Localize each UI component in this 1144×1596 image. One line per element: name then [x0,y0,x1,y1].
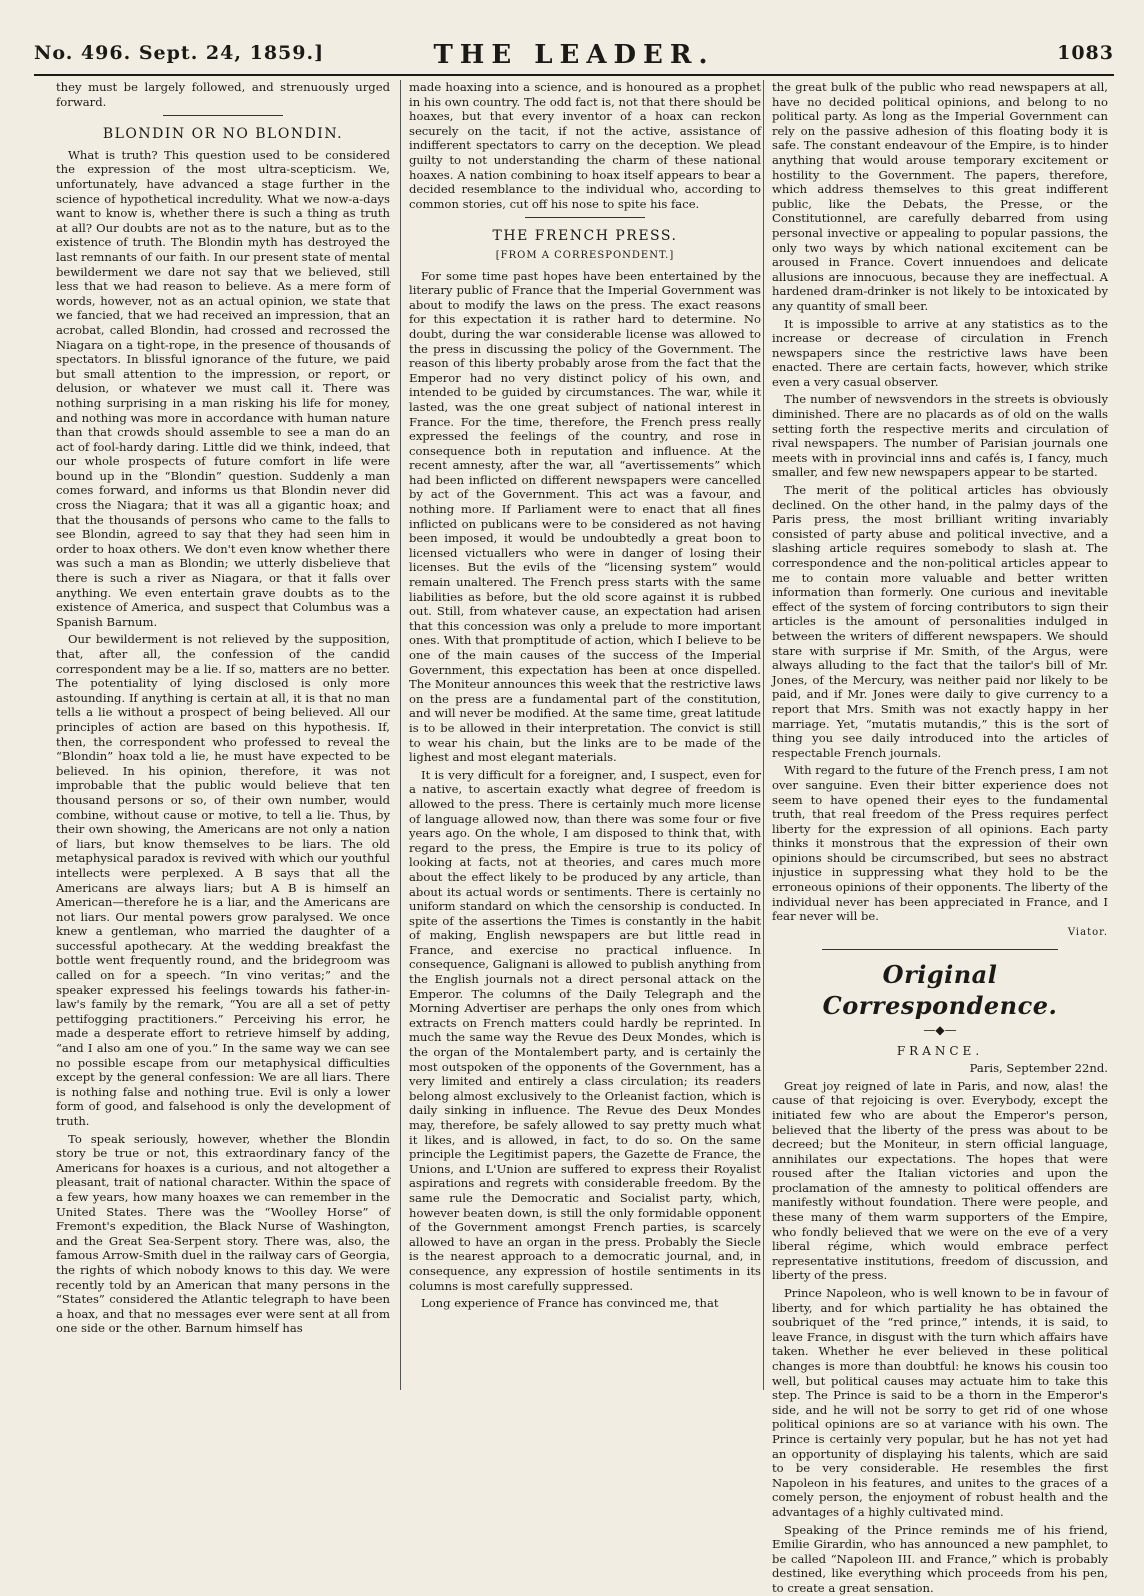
issue-date: No. 496. Sept. 24, 1859.] [34,42,325,64]
divider [822,949,1057,950]
author-signature: Viator. [1067,926,1108,938]
article-subheading: [FROM A CORRESPONDENT.] [495,249,675,261]
paragraph: the great bulk of the public who read newspapers at all, have no decided political opinions, and belong to no political party. As long as the Imperial Government can rely on the passive adhesion of this floating body it is safe. The constant endeavour of the Empire, is to hinder anything that would arouse temporary excitement or hostility to the Government. The papers, therefore, which address themselves to this great indifferent public, like the Debats, the Presse, or the Constitutionnel, are carefully debarred from using personal invective or appealing to popular passions, the only two ways by which national excitement can be aroused in France. Covert innuendoes and delicate allusions are innocuous, because they are ineffectual. A hardened dram-drinker is not likely to be intoxicated by any quantity of small beer. [772,80,1108,313]
paragraph: made hoaxing into a science, and is honoured as a prophet in his own country. The odd fact is, not that there should be hoaxes, but that every inventor of a hoax can reckon securely on the tacit, if not the active, assistance of indifferent spectators to carry on the deception. We plead guilty to not understanding the charm of these national hoaxes. A nation combining to hoax itself appears to bear a decided resemblance to the individual who, according to common stories, cut off his nose to spite his face. [409,80,761,211]
divider [163,115,283,116]
divider [525,217,645,218]
column-3 [763,80,1108,1595]
paragraph: The number of newsvendors in the streets is obviously diminished. There are no placards as of old on the walls setting forth the respective merits and circulation of rival newspapers. The number of Parisian journals one meets with in provincial inns and cafés is, I fancy, much smaller, and few new newspapers appear to be started. [772,392,1108,480]
paragraph: Speaking of the Prince reminds me of his friend, Emilie Girardin, who has announced a new pamphlet, to be called “Napoleon III. and France,” which is probably destined, like everything which proceeds from his pen, to create a great sensation. [772,1522,1108,1595]
paragraph: For some time past hopes have been entertained by the literary public of France that the Imperial Government was about to modify the laws on the press. The exact reasons for this expectation it is rather hard to determine. No doubt, during the war considerable license was allowed to the press in discussing the policy of the Government. The reason of this liberty probably arose from the fact that the Emperor had no very distinct policy of his own, and intended to be guided by circumstances. The war, while it lasted, was the one great subject of national interest in France. For the time, therefore, the French press really expressed the feelings of the country, and rose in consequence both in reputation and influence. At the recent amnesty, after the war, all “avertissements” which had been inflicted on different newspapers were cancelled by act of the Government. This act was a favour, and nothing more. If Parliament were to enact that all fines inflicted on publicans were to be considered as not having been imposed, it would be undoubtedly a great boon to licensed victuallers who were in danger of losing their licenses. But the evils of the “licensing system” would remain unaltered. The French press starts with the same liabilities as before, but the old score against it is rubbed out. Still, from whatever cause, an expectation had arisen that this concession was only a prelude to more important ones. With that promptitude of action, which I believe to be one of the main causes of the success of the Imperial Government, this expectation has been at once dispelled. The Moniteur announces this week that the restrictive laws on the press are a fundamental part of the constitution, and will never be modified. At the same time, great latitude is to be allowed in their interpretation. The convict is still to wear his chain, but the links are to be made of the lighest and most elegant materials. [409,268,761,765]
paragraph: To speak seriously, however, whether the Blondin story be true or not, this extraordinary fancy of the Americans for hoaxes is a curious, and not altogether a pleasant, trait of national character. Within the space of a few years, how many hoaxes we can remember in the United States. There was the “Woolley Horse” of Fremont's expedition, the Black Nurse of Washington, and the Great Sea-Serpent story. There was, also, the famous Arrow-Smith duel in the railway cars of Georgia, the rights of which nobody knows to this day. We were recently told by an American that many persons in the “States” considered the Atlantic telegraph to have been a hoax, and that no messages ever were sent at all from one side or the other. Barnum himself has [56,1131,390,1336]
paragraph: Prince Napoleon, who is well known to be in favour of liberty, and for which partiality he has obtained the soubriquet of the “red prince,” intends, it is said, to leave France, in disgust with the turn which affairs have taken. Whether he ever believed in these political changes is more than doubtful: he knows his cousin too well, but political causes may actuate him to take this step. The Prince is said to be a thorn in the Emperor's side, and he will not be sorry to get rid of one whose political opinions are so at variance with his own. The Prince is certainly very popular, but he has not yet had an opportunity of displaying his talents, which are said to be very considerable. He resembles the first Napoleon in his features, and unites to the graces of a comely person, the enjoyment of robust health and the advantages of a highly cultivated mind. [772,1286,1108,1519]
page-number: 1083 [1057,42,1114,64]
subsection-heading: FRANCE. [896,1044,984,1059]
dateline: Paris, September 22nd. [969,1061,1108,1076]
ornament-icon: —◆— [923,1022,957,1037]
article-heading-french-press: THE FRENCH PRESS. [492,228,678,245]
article-heading-blondin: BLONDIN OR NO BLONDIN. [102,126,344,143]
paragraph: Long experience of France has convinced me, that [421,1296,719,1311]
newspaper-title: THE LEADER. [433,40,715,70]
section-heading: Original Correspondence. [822,960,1058,1020]
masthead-rule [34,74,1114,76]
paragraph: Our bewilderment is not relieved by the supposition, that, after all, the confession of the candid correspondent may be a lie. If so, matters are no better. The potentiality of lying disclosed is only more astounding. If anything is certain at all, it is that no man tells a lie without a prospect of being believed. All our principles of action are based on this hypothesis. If, then, the correspondent who professed to reveal the “Blondin” hoax told a lie, he must have expected to be believed. In his opinion, therefore, it was not improbable that the public would believe that ten thousand persons or so, of their own number, would combine, without cause or motive, to tell a lie. Thus, by their own showing, the Americans are not only a nation of liars, but know themselves to be liars. The old metaphysical paradox is revived with which our youthful intellects were perplexed. A B says that all the Americans are always liars; but A B is himself an American—therefore he is a liar, and the Americans are not liars. Our mental powers grow paralysed. We once knew a gentleman, who married the daughter of a successful apothecary. At the wedding breakfast the bottle went frequently round, and the bridegroom was called on for a speech. “In vino veritas;” and the speaker expressed his feelings towards his father-in-law's family by the remark, “You are all a set of petty pettifogging practitioners.” Perceiving his error, he made a desperate effort to retrieve himself by adding, “and I also am one of you.” In the same way we can see no possible escape from our metaphysical difficulties except by the general confession: We are all liars. There is nothing false and nothing true. Evil is only a lower form of good, and falsehood is only the development of truth. [56,632,390,1128]
column-1 [56,80,390,1390]
paragraph: It is impossible to arrive at any statistics as to the increase or decrease of circulation in French newspapers since the restrictive laws have been enacted. There are certain facts, however, which strike even a very casual observer. [772,316,1108,389]
paragraph: It is very difficult for a foreigner, and, I suspect, even for a native, to ascertain exactly what degree of freedom is allowed to the press. There is certainly much more license of language allowed now, than there was some four or five years ago. On the whole, I am disposed to think that, with regard to the press, the Empire is true to its policy of looking at facts, not at theories, and cares much more about the effect likely to be produced by any article, than about its actual words or sentiments. There is certainly no uniform standard on which the censorship is conducted. In spite of the assertions the Times is constantly in the habit of making, English newspapers are but little read in France, and exercise no practical influence. In consequence, Galignani is allowed to publish anything from the English journals not a direct personal attack on the Emperor. The columns of the Daily Telegraph and the Morning Advertiser are perhaps the only ones from which extracts on French matters could hardly be reprinted. In much the same way the Revue des Deux Mondes, which is the organ of the Montalembert party, and is certainly the most outspoken of the opponents of the Government, has a very limited and entirely a class circulation; its readers belong almost exclusively to the Orleanist faction, which is daily sinking in influence. The Revue des Deux Mondes may, therefore, be safely allowed to say pretty much what it likes, and is allowed, in fact, to do so. On the same principle the Legitimist papers, the Gazette de France, the Unions, and L'Union are suffered to express their Royalist aspirations and regrets with considerable freedom. By the same rule the Democratic and Socialist party, which, however beaten down, is still the only formidable opponent of the Government amongst French parties, is scarcely allowed to have an organ in the press. Probably the Siecle is the nearest approach to a democratic journal, and, in consequence, any expression of hostile sentiments in its columns is most carefully suppressed. [409,767,761,1293]
column-2 [400,80,761,1390]
masthead [34,32,1114,72]
paragraph: What is truth? This question used to be considered the expression of the most ultra-scepticism. We, unfortunately, have advanced a stage further in the science of hypothetical incredulity. What we now-a-days want to know is, whether there is such a thing as truth at all? Our doubts are not as to the nature, but as to the existence of truth. The Blondin myth has destroyed the last remnants of our faith. In our present state of mental bewilderment we dare not say that we believed, still less that we had reason to believe. As a mere form of words, however, not as an actual opinion, we state that we fancied, that we had received an impression, that an acrobat, called Blondin, had crossed and recrossed the Niagara on a tight-rope, in the presence of thousands of spectators. In blissful ignorance of the future, we paid but small attention to the impression, or report, or delusion, or whatever we must call it. There was nothing surprising in a man risking his life for money, and nothing was more in accordance with human nature than that crowds should assemble to see a man do an act of fool-hardy daring. Little did we think, indeed, that our whole prospects of future comfort in life were bound up in the “Blondin” question. Suddenly a man comes forward, and informs us that Blondin never did cross the Niagara; that it was all a gigantic hoax; and that the thousands of persons who came to the falls to see Blondin, agreed to say that they had seen him in order to hoax others. We don't even know whether there was such a man as Blondin; we utterly disbelieve that there is such a river as Niagara, or that it falls over anything. We even entertain grave doubts as to the existence of America, and suspect that Columbus was a Spanish Barnum. [56,147,390,629]
paragraph: Great joy reigned of late in Paris, and now, alas! the cause of that rejoicing is over. Everybody, except the initiated few who are about the Emperor's person, believed that the liberty of the press was about to be decreed; but the Moniteur, in stern official language, annihilates our expectations. The hopes that were roused after the Italian victories and upon the proclamation of the amnesty to political offenders are manifestly without foundation. There were people, and these many of them warm supporters of the Empire, who fondly believed that we were on the eve of a very liberal régime, which would embrace perfect representative institutions, freedom of discussion, and liberty of the press. [772,1078,1108,1283]
intro-paragraph: they must be largely followed, and strenuously urged forward. [56,80,390,109]
paragraph: With regard to the future of the French press, I am not over sanguine. Even their bitter experience does not seem to have opened their eyes to the fundamental truth, that real freedom of the Press requires perfect liberty for the expression of all opinions. Each party thinks it monstrous that the expression of their own opinions should be circumscribed, but sees no abstract injustice in suppressing what they hold to be the erroneous opinions of their opponents. The liberty of the individual never has been appreciated in France, and I fear never will be. [772,763,1108,924]
paragraph: The merit of the political articles has obviously declined. On the other hand, in the palmy days of the Paris press, the most brilliant writing invariably consisted of party abuse and political invective, and a slashing article requires somebody to slash at. The correspondence and the non-political articles appear to me to contain more valuable and better written information than formerly. One curious and inevitable effect of the system of forcing contributors to sign their articles is the amount of personalities indulged in between the writers of different newspapers. We should stare with surprise if Mr. Smith, of the Argus, were always alluding to the fact that the tailor's bill of Mr. Jones, of the Mercury, was neither paid nor likely to be paid, and if Mr. Jones were daily to give currency to a report that Mrs. Smith was not exactly happy in her marriage. Yet, “mutatis mutandis,” this is the sort of thing you see daily introduced into the articles of respectable French journals. [772,483,1108,760]
